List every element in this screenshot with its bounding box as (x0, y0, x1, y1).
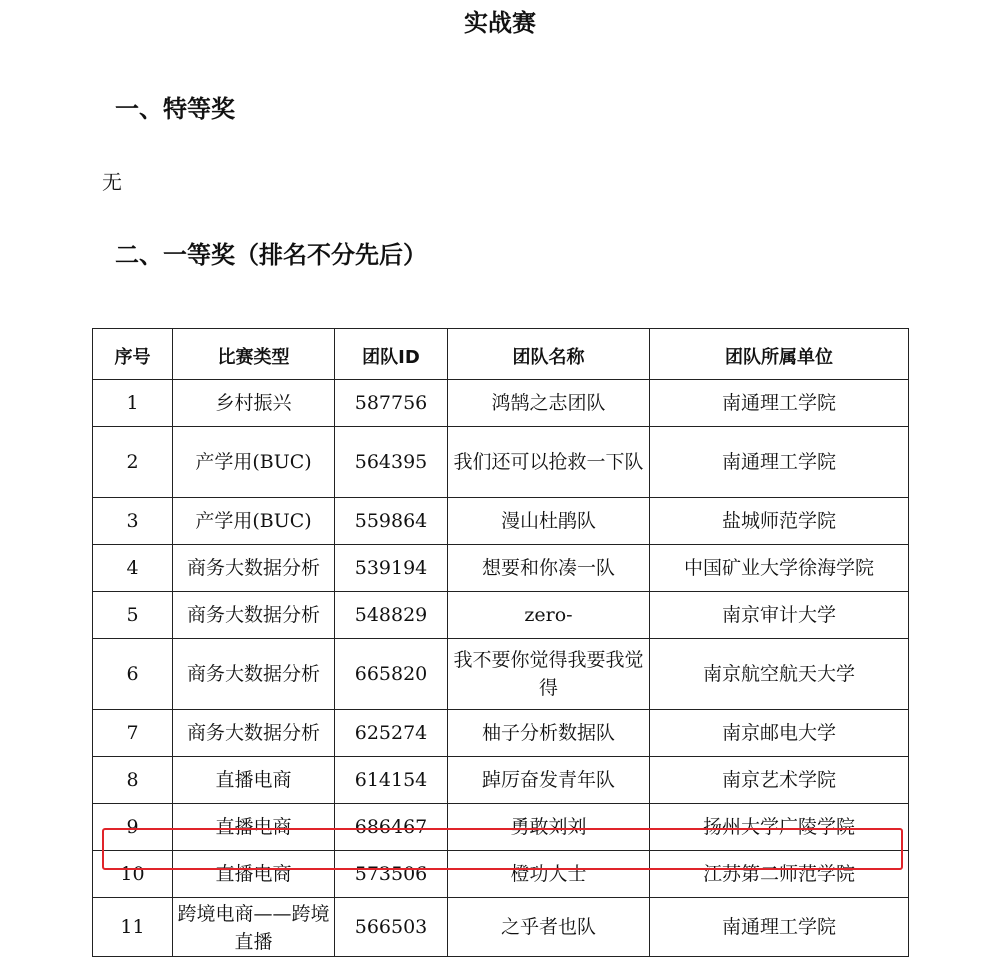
table-row (93, 592, 909, 639)
cell-team-id: 614154 (335, 757, 448, 804)
cell-type: 直播电商 (173, 804, 335, 851)
table-row (93, 380, 909, 427)
cell-team-id: 625274 (335, 710, 448, 757)
cell-unit: 盐城师范学院 (650, 498, 909, 545)
table-row-highlighted (93, 851, 909, 898)
cell-team-name: 勇敢刘刘 (448, 804, 650, 851)
cell-team-name: 鸿鹄之志团队 (448, 380, 650, 427)
first-prize-table (92, 328, 909, 957)
cell-team-name: zero- (448, 592, 650, 639)
cell-team-id: 587756 (335, 380, 448, 427)
cell-type: 商务大数据分析 (173, 639, 335, 710)
cell-unit: 南京审计大学 (650, 592, 909, 639)
cell-team-id: 686467 (335, 804, 448, 851)
cell-unit: 中国矿业大学徐海学院 (650, 545, 909, 592)
cell-team-name: 我不要你觉得我要我觉得 (448, 639, 650, 710)
cell-no: 1 (93, 380, 173, 427)
cell-team-name: 踔厉奋发青年队 (448, 757, 650, 804)
cell-type: 产学用(BUC) (173, 427, 335, 498)
cell-team-id: 573506 (335, 851, 448, 898)
table-row (93, 898, 909, 957)
header-no: 序号 (93, 329, 173, 380)
cell-team-id: 539194 (335, 545, 448, 592)
cell-no: 9 (93, 804, 173, 851)
table-row (93, 804, 909, 851)
cell-unit: 南通理工学院 (650, 427, 909, 498)
cell-type: 商务大数据分析 (173, 710, 335, 757)
cell-team-id: 665820 (335, 639, 448, 710)
table-row (93, 710, 909, 757)
table-header-row (93, 329, 909, 380)
cell-unit: 南京艺术学院 (650, 757, 909, 804)
cell-no: 2 (93, 427, 173, 498)
cell-no: 8 (93, 757, 173, 804)
cell-team-name: 之乎者也队 (448, 898, 650, 957)
cell-team-id: 566503 (335, 898, 448, 957)
cell-unit: 南通理工学院 (650, 898, 909, 957)
document-title: 实战赛 (464, 9, 536, 37)
cell-unit: 扬州大学广陵学院 (650, 804, 909, 851)
cell-type: 商务大数据分析 (173, 592, 335, 639)
cell-unit: 南京邮电大学 (650, 710, 909, 757)
cell-type: 乡村振兴 (173, 380, 335, 427)
table-row (93, 757, 909, 804)
cell-no: 11 (93, 898, 173, 957)
cell-no: 7 (93, 710, 173, 757)
header-team-name: 团队名称 (448, 329, 650, 380)
cell-team-name: 橙功人士 (448, 851, 650, 898)
table-row (93, 545, 909, 592)
cell-team-name: 我们还可以抢救一下队 (448, 427, 650, 498)
cell-no: 5 (93, 592, 173, 639)
section-heading-first-prize: 二、一等奖（排名不分先后） (115, 241, 427, 269)
cell-team-id: 564395 (335, 427, 448, 498)
header-type: 比赛类型 (173, 329, 335, 380)
table-row (93, 639, 909, 710)
cell-team-name: 柚子分析数据队 (448, 710, 650, 757)
cell-unit: 南京航空航天大学 (650, 639, 909, 710)
cell-unit: 南通理工学院 (650, 380, 909, 427)
cell-team-name: 漫山杜鹃队 (448, 498, 650, 545)
cell-team-name: 想要和你凑一队 (448, 545, 650, 592)
special-prize-body: 无 (102, 170, 122, 194)
cell-team-id: 548829 (335, 592, 448, 639)
header-team-id: 团队ID (335, 329, 448, 380)
table-row (93, 498, 909, 545)
header-unit: 团队所属单位 (650, 329, 909, 380)
cell-type: 直播电商 (173, 851, 335, 898)
cell-no: 3 (93, 498, 173, 545)
cell-type: 产学用(BUC) (173, 498, 335, 545)
cell-no: 10 (93, 851, 173, 898)
cell-team-id: 559864 (335, 498, 448, 545)
cell-no: 4 (93, 545, 173, 592)
cell-type: 商务大数据分析 (173, 545, 335, 592)
section-heading-special-prize: 一、特等奖 (115, 95, 235, 123)
cell-type: 跨境电商——跨境直播 (173, 898, 335, 957)
cell-no: 6 (93, 639, 173, 710)
table-row (93, 427, 909, 498)
cell-unit: 江苏第二师范学院 (650, 851, 909, 898)
cell-type: 直播电商 (173, 757, 335, 804)
